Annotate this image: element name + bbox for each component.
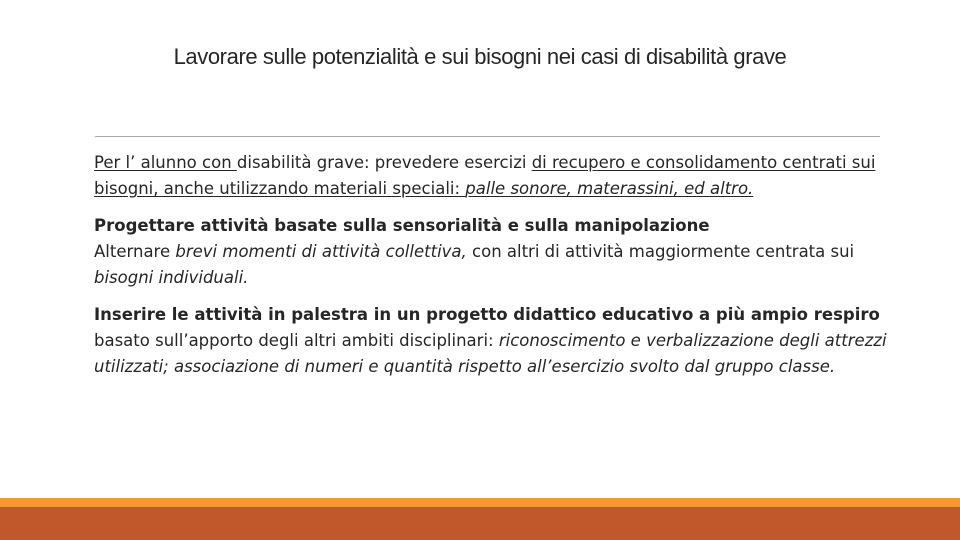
paragraph-2	[94, 213, 894, 291]
p3-text-bold: Inserire le attività in palestra in un progetto didattico educativo a più ampio respiro	[94, 305, 880, 324]
p2-text-italic: brevi momenti di attività collettiva,	[175, 242, 467, 261]
p3-text-italic: riconoscimento e verbalizzazione degli attrezzi utilizzati; associazione di numeri e quantità rispetto all’esercizio svolto dal gruppo classe.	[94, 331, 887, 376]
slide-body	[94, 150, 894, 391]
p2-text-italic-2: bisogni individuali.	[94, 268, 249, 287]
p2-text-plain-2: con altri di attività maggiormente centrata sui	[466, 242, 855, 261]
p2-text-plain: Alternare	[94, 242, 176, 261]
paragraph-3	[94, 302, 894, 380]
p1-text-underlined: Per l’ alunno con	[94, 153, 237, 172]
title-divider	[95, 136, 880, 137]
footer-accent-bar-light	[0, 498, 960, 507]
paragraph-1	[94, 150, 894, 202]
p3-text-plain: basato sull’apporto degli altri ambiti disciplinari:	[94, 331, 499, 350]
p2-heading: Progettare attività basate sulla sensorialità e sulla manipolazione	[94, 216, 710, 235]
p1-text-plain: disabilità grave: prevedere esercizi	[236, 153, 532, 172]
p1-text-italic: palle sonore, materassini, ed altro.	[465, 179, 754, 198]
p1-text-underlined-2: di recupero e consolidamento centrati sui bisogni, anche utilizzando materiali speciali:	[94, 153, 876, 198]
slide-title: Lavorare sulle potenzialità e sui bisogni nei casi di disabilità grave	[173, 44, 787, 69]
footer-accent-bar-dark	[0, 507, 960, 540]
